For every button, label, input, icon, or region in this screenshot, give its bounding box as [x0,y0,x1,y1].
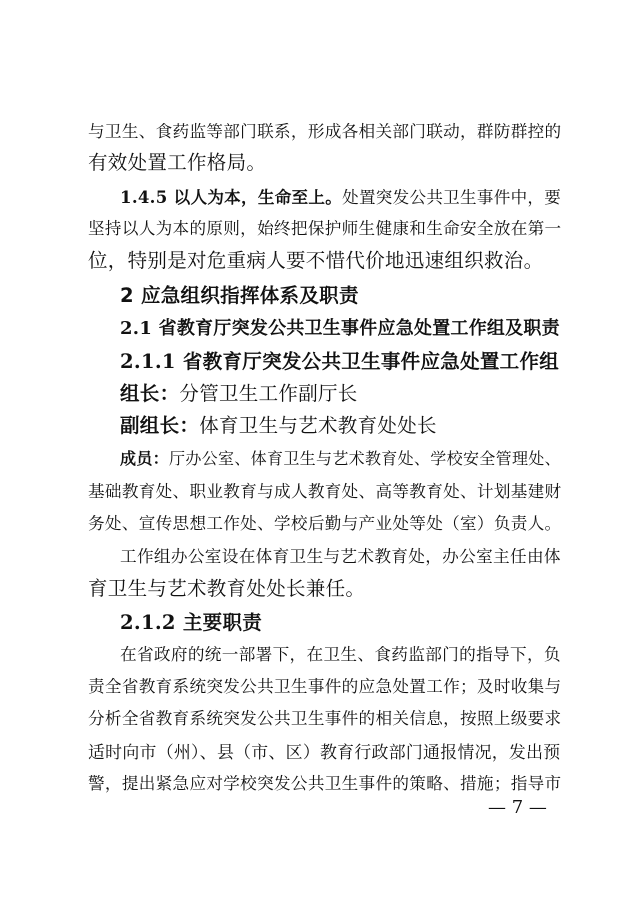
text-segment: 与卫生、食药监等部门联系，形成各相关部门联动，群防群控的 [88,122,562,141]
text-line [120,414,437,438]
subsection-heading [120,317,560,341]
text-segment: 适时向市（州）、县（市、区）教育行政部门通报情况，发出预 [88,742,561,762]
text-segment: 坚持以人为本的原则，始终把保护师生健康和生命安全放在第一 [88,219,562,238]
text-line [88,707,561,731]
text-segment: 警，提出紧急应对学校突发公共卫生事件的策略、措施；指导市 [88,774,562,793]
text-line [120,447,561,471]
text-segment: 位，特别是对危重病人要不惜代价地迅速组织救治。 [88,249,544,272]
text-segment: 厅办公室、体育卫生与艺术教育处、学校安全管理处、 [169,449,561,468]
text-line [88,249,543,273]
section-heading [120,284,359,308]
text-line [88,120,561,144]
text-segment: 处置突发公共卫生事件中，要 [342,188,562,207]
text-line [120,382,358,406]
text-line [88,480,561,504]
text-segment: 责全省教育系统突发公共卫生事件的应急处置工作；及时收集与 [88,677,562,696]
heading-text: 2.1 省教育厅突发公共卫生事件应急处置工作组及职责 [120,318,560,339]
text-line [88,151,266,175]
text-line [120,185,561,210]
text-segment: 有效处置工作格局。 [88,151,267,174]
role-label: 成员： [120,449,169,468]
text-segment: 体育卫生与艺术教育处处长 [199,414,437,437]
role-label: 副组长： [120,414,200,437]
text-segment: 基础教育处、职业教育与成人教育处、高等教育处、计划基建财 [88,482,562,501]
text-line [88,740,560,764]
role-label: 组长： [120,382,180,405]
subsection-heading [120,350,559,374]
subsection-heading [120,611,262,635]
text-line [88,217,561,241]
text-segment: 分管卫生工作副厅长 [179,382,358,405]
text-line [88,512,561,536]
text-segment: 在省政府的统一部署下，在卫生、食药监部门的指导下，负 [120,645,561,664]
text-segment: 工作组办公室设在体育卫生与艺术教育处，办公室主任由体 [120,547,561,566]
text-line [88,772,561,796]
heading-text: 2 应急组织指挥体系及职责 [120,284,359,307]
text-line [120,643,561,667]
text-segment: 育卫生与艺术教育处处长兼任。 [88,577,366,600]
heading-text: 2.1.1 省教育厅突发公共卫生事件应急处置工作组 [120,350,560,373]
text-line [88,577,365,601]
text-line [120,545,561,569]
text-line [88,675,561,699]
text-segment: 分析全省教育系统突发公共卫生事件的相关信息，按照上级要求 [88,709,562,728]
page-number: — 7 — [488,797,547,818]
clause-label: 1.4.5 以人为本，生命至上。 [120,187,343,207]
text-segment: 务处、宣传思想工作处、学校后勤与产业处等处（室）负责人。 [88,514,562,533]
heading-text: 2.1.2 主要职责 [120,611,263,634]
